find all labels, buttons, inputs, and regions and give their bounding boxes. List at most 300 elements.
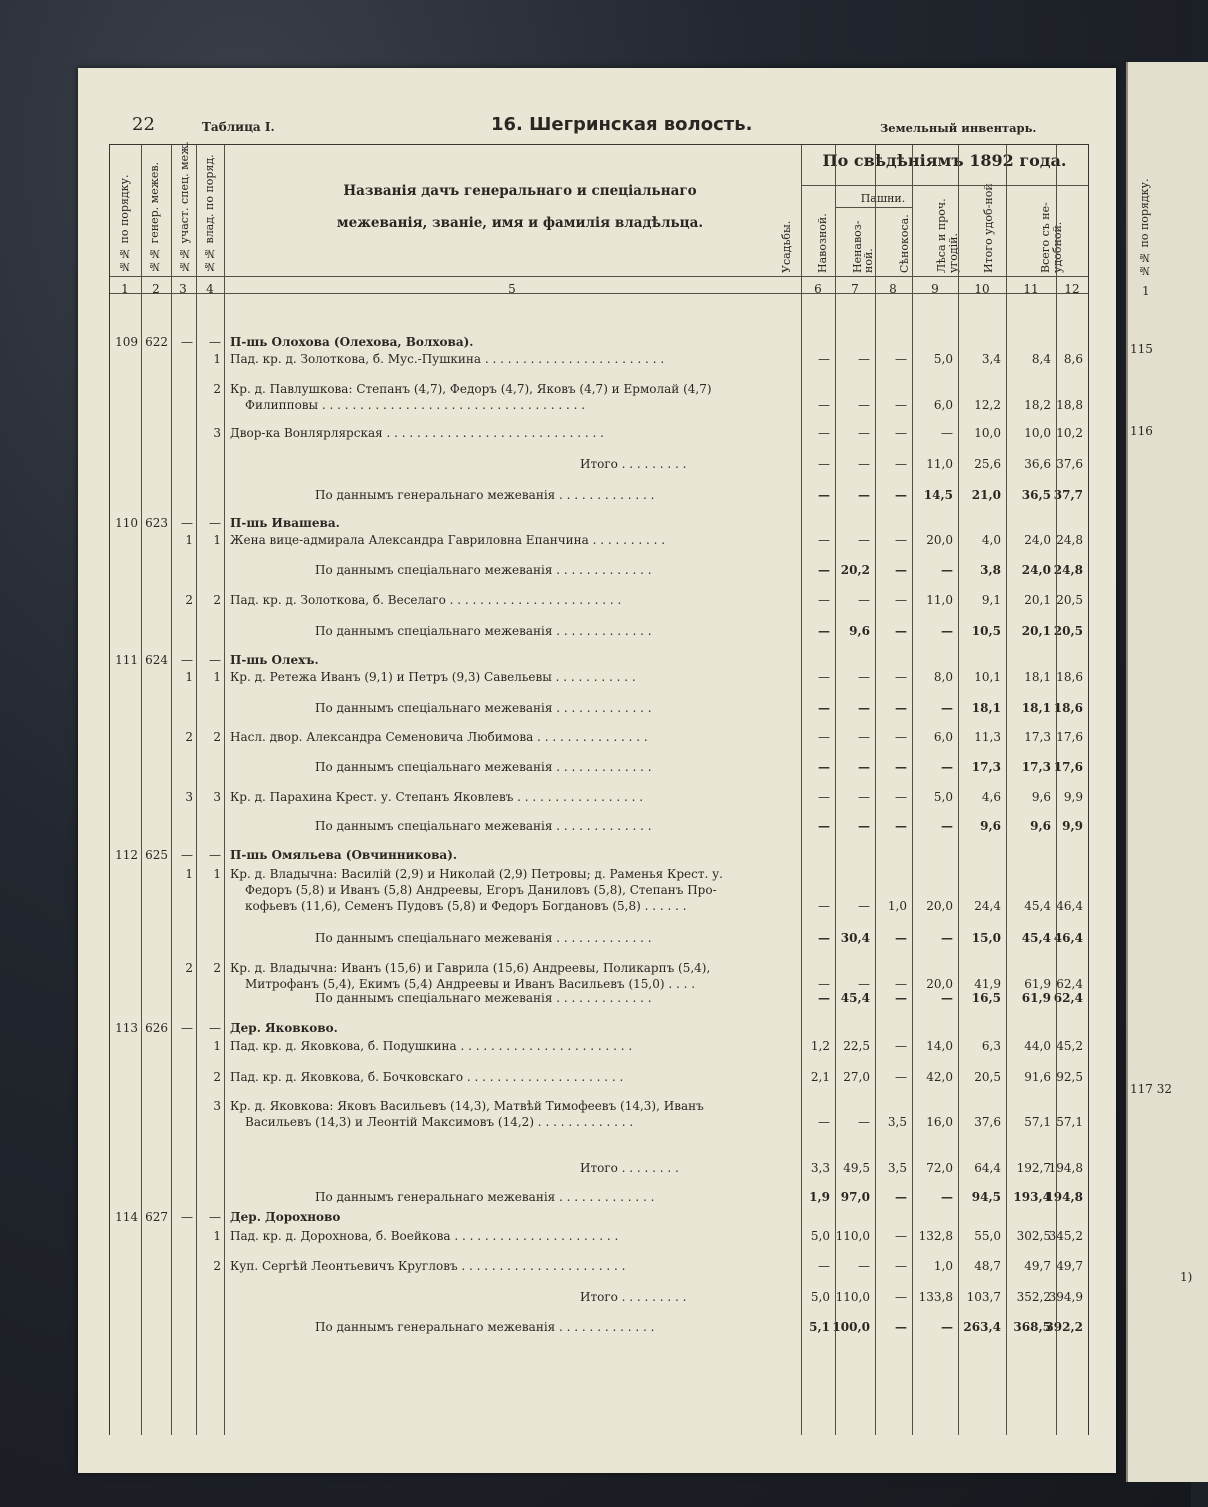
value-cell: 24,8 <box>1056 533 1083 547</box>
value-cell: 10,1 <box>974 670 1001 684</box>
value-cell: 21,0 <box>971 488 1001 502</box>
value-cell: 110,0 <box>835 1290 870 1304</box>
value-cell: — <box>858 977 870 991</box>
row-n1: 112 <box>115 848 138 862</box>
row-rule <box>110 293 1088 294</box>
value-cell: 17,3 <box>1021 760 1051 774</box>
value-cell: — <box>858 426 870 440</box>
value-cell: — <box>858 899 870 913</box>
value-cell: 62,4 <box>1056 977 1083 991</box>
estate-heading: П-шь Ивашева. <box>230 516 340 530</box>
value-cell: 15,0 <box>971 931 1001 945</box>
owner-entry-cont: Васильевъ (14,3) и Леонтій Максимовъ (14,2) . . . . . . . . . . . . . <box>245 1115 634 1129</box>
row-n1: 109 <box>115 335 138 349</box>
value-cell: — <box>818 457 830 471</box>
value-cell: — <box>858 488 870 502</box>
page-header <box>78 114 1116 142</box>
value-cell: — <box>818 426 830 440</box>
value-cell: 12,2 <box>974 398 1001 412</box>
column-number: 12 <box>1064 282 1080 296</box>
col-header-3: №№ участ. спец. меж. <box>178 141 191 273</box>
value-cell: 9,9 <box>1062 819 1083 833</box>
value-cell: 10,2 <box>1056 426 1083 440</box>
row-n4: 2 <box>213 593 221 607</box>
value-cell: 20,5 <box>1056 593 1083 607</box>
value-cell: 394,9 <box>1048 1290 1083 1304</box>
value-cell: — <box>818 533 830 547</box>
column-rule <box>835 145 836 1435</box>
value-cell: 49,5 <box>843 1161 870 1175</box>
value-cell: — <box>895 670 907 684</box>
row-n2: 622 <box>145 335 168 349</box>
row-n4: 2 <box>213 1259 221 1273</box>
value-cell: 2,1 <box>810 1070 830 1084</box>
value-cell: — <box>895 533 907 547</box>
summary-label: Итого . . . . . . . . . <box>580 457 687 471</box>
row-n3: 3 <box>185 790 193 804</box>
owner-entry: Жена вице-адмирала Александра Гавриловна Епанчина . . . . . . . . . . <box>230 533 666 547</box>
value-cell: 5,0 <box>810 1229 830 1243</box>
group-title: По свѣдѣніямъ 1892 года. <box>822 151 1067 170</box>
col-header-12: Всего съ не-удобной. <box>1039 202 1064 273</box>
col-header-6: Усадьбы. <box>780 220 793 273</box>
value-cell: — <box>858 533 870 547</box>
value-cell: — <box>818 819 830 833</box>
value-cell: 9,6 <box>1031 790 1051 804</box>
table-label: Таблица I. <box>202 120 275 134</box>
value-cell: 17,3 <box>971 760 1001 774</box>
col-header-11: Итого удоб-ной <box>982 183 995 273</box>
value-cell: 25,6 <box>974 457 1001 471</box>
row-n4: 2 <box>213 1070 221 1084</box>
next-row: 116 <box>1130 424 1153 438</box>
value-cell: — <box>858 398 870 412</box>
row-n4: 1 <box>213 1229 221 1243</box>
value-cell: 10,0 <box>1024 426 1051 440</box>
value-cell: 14,5 <box>923 488 953 502</box>
column-number: 4 <box>206 282 214 296</box>
value-cell: 9,1 <box>981 593 1001 607</box>
value-cell: — <box>818 563 830 577</box>
value-cell: 62,4 <box>1053 991 1083 1005</box>
value-cell: 110,0 <box>835 1229 870 1243</box>
column-rule <box>801 145 802 1435</box>
column-number: 7 <box>851 282 859 296</box>
value-cell: — <box>895 352 907 366</box>
value-cell: 94,5 <box>971 1190 1001 1204</box>
column-rule <box>958 145 959 1435</box>
summary-label: По даннымъ спеціальнаго межеванія . . . . . . . . . . . . . <box>315 701 652 715</box>
value-cell: — <box>895 1320 907 1334</box>
value-cell: 132,8 <box>918 1229 953 1243</box>
value-cell: — <box>895 457 907 471</box>
col-header-4: №№ влад. по поряд. <box>203 154 216 273</box>
value-cell: 27,0 <box>843 1070 870 1084</box>
column-number: 3 <box>179 282 187 296</box>
value-cell: 45,2 <box>1056 1039 1083 1053</box>
names-title-line1: Названія дачъ генеральнаго и спеціальнаго <box>343 183 697 199</box>
value-cell: — <box>818 899 830 913</box>
value-cell: 194,8 <box>1045 1190 1083 1204</box>
value-cell: — <box>895 1070 907 1084</box>
row-n4: — <box>209 848 221 862</box>
value-cell: 263,4 <box>963 1320 1001 1334</box>
value-cell: 17,3 <box>1024 730 1051 744</box>
value-cell: 72,0 <box>926 1161 953 1175</box>
estate-heading: П-шь Олехъ. <box>230 653 319 667</box>
row-n4: — <box>209 1021 221 1035</box>
value-cell: — <box>895 1259 907 1273</box>
col-header-2: №№ генер. межев. <box>148 161 161 273</box>
next-col-header: №№ по порядку. <box>1138 178 1151 277</box>
value-cell: 55,0 <box>974 1229 1001 1243</box>
column-number: 6 <box>814 282 822 296</box>
col-header-1: №№ по порядку. <box>118 174 131 273</box>
value-cell: — <box>858 819 870 833</box>
value-cell: 4,0 <box>981 533 1001 547</box>
value-cell: — <box>818 991 830 1005</box>
value-cell: 8,0 <box>933 670 953 684</box>
value-cell: 45,4 <box>1024 899 1051 913</box>
pashni-label: Пашни. <box>860 192 906 205</box>
value-cell: 100,0 <box>832 1320 870 1334</box>
value-cell: 3,3 <box>810 1161 830 1175</box>
value-cell: 92,5 <box>1056 1070 1083 1084</box>
row-n1: 113 <box>115 1021 138 1035</box>
value-cell: — <box>941 1190 953 1204</box>
value-cell: 5,1 <box>809 1320 830 1334</box>
row-n3: 2 <box>185 961 193 975</box>
value-cell: — <box>858 457 870 471</box>
row-n4: 3 <box>213 426 221 440</box>
row-n4: 1 <box>213 533 221 547</box>
document-page <box>78 68 1116 1473</box>
names-column-title <box>240 175 800 239</box>
owner-entry: Пад. кр. д. Золоткова, б. Веселаго . . . . . . . . . . . . . . . . . . . . . . . <box>230 593 622 607</box>
value-cell: 18,6 <box>1053 701 1083 715</box>
summary-label: По даннымъ спеціальнаго межеванія . . . . . . . . . . . . . <box>315 931 652 945</box>
value-cell: 37,6 <box>974 1115 1001 1129</box>
value-cell: 9,6 <box>849 624 870 638</box>
value-cell: 14,0 <box>926 1039 953 1053</box>
value-cell: 192,7 <box>1016 1161 1051 1175</box>
column-rule <box>912 145 913 1435</box>
summary-label: Итого . . . . . . . . . <box>580 1290 687 1304</box>
column-number: 11 <box>1023 282 1039 296</box>
value-cell: 9,6 <box>1030 819 1051 833</box>
row-n2: 623 <box>145 516 168 530</box>
value-cell: — <box>818 670 830 684</box>
owner-entry-cont: кофьевъ (11,6), Семенъ Пудовъ (5,8) и Федоръ Богдановъ (5,8) . . . . . . <box>245 899 687 913</box>
value-cell: 18,1 <box>971 701 1001 715</box>
value-cell: 20,0 <box>926 977 953 991</box>
value-cell: — <box>818 1115 830 1129</box>
value-cell: 97,0 <box>840 1190 870 1204</box>
value-cell: 3,8 <box>980 563 1001 577</box>
summary-label: По даннымъ спеціальнаго межеванія . . . . . . . . . . . . . <box>315 563 652 577</box>
value-cell: — <box>895 1039 907 1053</box>
value-cell: 57,1 <box>1056 1115 1083 1129</box>
row-n4: — <box>209 335 221 349</box>
value-cell: 18,6 <box>1056 670 1083 684</box>
row-n3: 2 <box>185 730 193 744</box>
value-cell: 8,6 <box>1063 352 1083 366</box>
owner-entry: Кр. д. Ретежа Иванъ (9,1) и Петръ (9,3) Савельевы . . . . . . . . . . . <box>230 670 636 684</box>
value-cell: 5,0 <box>933 790 953 804</box>
value-cell: 44,0 <box>1024 1039 1051 1053</box>
value-cell: — <box>941 563 953 577</box>
value-cell: 42,0 <box>926 1070 953 1084</box>
summary-label: Итого . . . . . . . . <box>580 1161 679 1175</box>
value-cell: — <box>941 1320 953 1334</box>
value-cell: 3,5 <box>887 1115 907 1129</box>
col-header-8: Ненавоз-ной. <box>851 220 875 273</box>
next-col-number: 1 <box>1142 284 1150 298</box>
value-cell: — <box>818 701 830 715</box>
value-cell: — <box>818 1259 830 1273</box>
row-n3: — <box>181 335 193 349</box>
value-cell: 133,8 <box>918 1290 953 1304</box>
value-cell: — <box>818 488 830 502</box>
value-cell: 20,0 <box>926 533 953 547</box>
value-cell: 18,2 <box>1024 398 1051 412</box>
value-cell: — <box>895 730 907 744</box>
value-cell: — <box>818 790 830 804</box>
value-cell: — <box>818 730 830 744</box>
column-number: 2 <box>152 282 160 296</box>
owner-entry: Кр. д. Владычна: Василій (2,9) и Николай (2,9) Петровы; д. Раменья Крест. у. <box>230 867 723 881</box>
summary-label: По даннымъ спеціальнаго межеванія . . . . . . . . . . . . . <box>315 991 652 1005</box>
value-cell: — <box>895 563 907 577</box>
value-cell: — <box>818 624 830 638</box>
value-cell: 61,9 <box>1021 991 1051 1005</box>
value-cell: 64,4 <box>974 1161 1001 1175</box>
column-number: 5 <box>508 282 516 296</box>
value-cell: — <box>895 760 907 774</box>
owner-entry: Кр. д. Павлушкова: Степанъ (4,7), Федоръ (4,7), Яковъ (4,7) и Ермолай (4,7) <box>230 382 712 396</box>
value-cell: 46,4 <box>1056 899 1083 913</box>
value-cell: — <box>941 624 953 638</box>
section-title: Земельный инвентарь. <box>880 121 1037 135</box>
summary-label: По даннымъ генеральнаго межеванія . . . . . . . . . . . . . <box>315 1320 655 1334</box>
land-table <box>109 141 1089 1435</box>
column-rule <box>1006 145 1007 1435</box>
row-n1: 110 <box>115 516 138 530</box>
value-cell: — <box>895 991 907 1005</box>
value-cell: 22,5 <box>843 1039 870 1053</box>
row-n2: 624 <box>145 653 168 667</box>
column-rule <box>141 145 142 1435</box>
value-cell: 392,2 <box>1045 1320 1083 1334</box>
value-cell: 36,6 <box>1024 457 1051 471</box>
owner-entry: Кр. д. Парахина Крест. у. Степанъ Яковлевъ . . . . . . . . . . . . . . . . . <box>230 790 644 804</box>
value-cell: 352,2 <box>1016 1290 1051 1304</box>
owner-entry: Кр. д. Яковкова: Яковъ Васильевъ (14,3), Матвѣй Тимофеевъ (14,3), Иванъ <box>230 1099 704 1113</box>
row-n4: 3 <box>213 790 221 804</box>
col-header-7: Навозной. <box>816 213 829 273</box>
owner-entry: Куп. Сергѣй Леонтьевичъ Кругловъ . . . . . . . . . . . . . . . . . . . . . . <box>230 1259 626 1273</box>
value-cell: 36,5 <box>1021 488 1051 502</box>
value-cell: 11,0 <box>926 593 953 607</box>
value-cell: 5,0 <box>810 1290 830 1304</box>
value-cell: — <box>818 352 830 366</box>
value-cell: — <box>941 931 953 945</box>
value-cell: — <box>895 1229 907 1243</box>
value-cell: 24,0 <box>1021 563 1051 577</box>
value-cell: 18,1 <box>1021 701 1051 715</box>
next-page-edge <box>1126 62 1208 1482</box>
value-cell: — <box>941 426 953 440</box>
value-cell: 20,5 <box>974 1070 1001 1084</box>
row-n3: 1 <box>185 867 193 881</box>
owner-entry: Кр. д. Владычна: Иванъ (15,6) и Гаврила (15,6) Андреевы, Поликарпъ (5,4), <box>230 961 711 975</box>
row-n4: 1 <box>213 1039 221 1053</box>
row-n4: — <box>209 1210 221 1224</box>
value-cell: 41,9 <box>974 977 1001 991</box>
value-cell: — <box>858 1259 870 1273</box>
volost-title: 16. Шегринская волость. <box>491 114 753 135</box>
value-cell: 103,7 <box>966 1290 1001 1304</box>
value-cell: 16,0 <box>926 1115 953 1129</box>
value-cell: 24,8 <box>1053 563 1083 577</box>
row-n4: 2 <box>213 382 221 396</box>
row-n4: 3 <box>213 1099 221 1113</box>
col-header-10: Лѣса и проч. угодій. <box>935 198 960 273</box>
value-cell: 20,5 <box>1053 624 1083 638</box>
value-cell: — <box>895 624 907 638</box>
row-rule <box>801 185 1088 186</box>
owner-entry-cont: Федоръ (5,8) и Иванъ (5,8) Андреевы, Егоръ Даниловъ (5,8), Степанъ Про- <box>245 883 717 897</box>
row-n2: 625 <box>145 848 168 862</box>
row-n4: 1 <box>213 867 221 881</box>
value-cell: 3,5 <box>887 1161 907 1175</box>
value-cell: — <box>858 1115 870 1129</box>
owner-entry: Двор-ка Вонлярлярская . . . . . . . . . . . . . . . . . . . . . . . . . . . . . <box>230 426 604 440</box>
value-cell: 48,7 <box>974 1259 1001 1273</box>
owner-entry: Пад. кр. д. Яковкова, б. Подушкина . . . . . . . . . . . . . . . . . . . . . . . <box>230 1039 633 1053</box>
summary-label: По даннымъ генеральнаго межеванія . . . . . . . . . . . . . <box>315 1190 655 1204</box>
owner-entry: Пад. кр. д. Золоткова, б. Мус.-Пушкина . . . . . . . . . . . . . . . . . . . . . . . . <box>230 352 665 366</box>
column-number: 9 <box>931 282 939 296</box>
value-cell: 6,0 <box>933 398 953 412</box>
value-cell: — <box>895 488 907 502</box>
value-cell: 61,9 <box>1024 977 1051 991</box>
value-cell: — <box>941 701 953 715</box>
summary-label: По даннымъ спеціальнаго межеванія . . . . . . . . . . . . . <box>315 819 652 833</box>
value-cell: — <box>858 593 870 607</box>
value-cell: — <box>941 760 953 774</box>
value-cell: — <box>858 352 870 366</box>
value-cell: — <box>818 760 830 774</box>
value-cell: 37,6 <box>1056 457 1083 471</box>
value-cell: — <box>895 426 907 440</box>
value-cell: — <box>858 760 870 774</box>
value-cell: 8,4 <box>1031 352 1051 366</box>
value-cell: 49,7 <box>1024 1259 1051 1273</box>
value-cell: 18,1 <box>1024 670 1051 684</box>
value-cell: 16,5 <box>971 991 1001 1005</box>
row-n2: 627 <box>145 1210 168 1224</box>
owner-entry-cont: Митрофанъ (5,4), Екимъ (5,4) Андреевы и Иванъ Васильевъ (15,0) . . . . <box>245 977 696 991</box>
value-cell: — <box>818 977 830 991</box>
value-cell: — <box>895 819 907 833</box>
value-cell: 20,0 <box>926 899 953 913</box>
owner-entry: Насл. двор. Александра Семеновича Любимова . . . . . . . . . . . . . . . <box>230 730 648 744</box>
estate-heading: Дер. Яковково. <box>230 1021 338 1035</box>
row-n3: 1 <box>185 670 193 684</box>
row-n4: 1 <box>213 670 221 684</box>
next-footnote: 1) <box>1180 1270 1193 1284</box>
value-cell: — <box>941 991 953 1005</box>
value-cell: 45,4 <box>1021 931 1051 945</box>
value-cell: 9,9 <box>1063 790 1083 804</box>
value-cell: 1,0 <box>887 899 907 913</box>
value-cell: 20,1 <box>1021 624 1051 638</box>
row-n4: 2 <box>213 730 221 744</box>
names-title-line2: межеванія, званіе, имя и фамилія владѣльца. <box>336 215 704 231</box>
value-cell: — <box>858 701 870 715</box>
row-n4: 2 <box>213 961 221 975</box>
summary-label: По даннымъ генеральнаго межеванія . . . . . . . . . . . . . <box>315 488 655 502</box>
row-n3: — <box>181 848 193 862</box>
value-cell: 17,6 <box>1053 760 1083 774</box>
value-cell: 20,1 <box>1024 593 1051 607</box>
row-n3: — <box>181 516 193 530</box>
summary-label: По даннымъ спеціальнаго межеванія . . . . . . . . . . . . . <box>315 624 652 638</box>
estate-heading: Дер. Дорохново <box>230 1210 341 1224</box>
value-cell: 345,2 <box>1048 1229 1083 1243</box>
next-row: 117 32 <box>1130 1082 1172 1096</box>
value-cell: — <box>858 730 870 744</box>
value-cell: 193,4 <box>1013 1190 1051 1204</box>
value-cell: 6,3 <box>981 1039 1001 1053</box>
value-cell: 24,0 <box>1024 533 1051 547</box>
value-cell: 45,4 <box>840 991 870 1005</box>
next-row: 115 <box>1130 342 1153 356</box>
value-cell: 49,7 <box>1056 1259 1083 1273</box>
value-cell: 20,2 <box>840 563 870 577</box>
value-cell: 30,4 <box>840 931 870 945</box>
owner-entry: Пад. кр. д. Дорохнова, б. Воейкова . . . . . . . . . . . . . . . . . . . . . . <box>230 1229 619 1243</box>
row-n3: — <box>181 1210 193 1224</box>
row-n4: — <box>209 516 221 530</box>
value-cell: 10,0 <box>974 426 1001 440</box>
value-cell: 11,0 <box>926 457 953 471</box>
value-cell: 194,8 <box>1048 1161 1083 1175</box>
estate-heading: П-шь Омяльева (Овчинникова). <box>230 848 458 862</box>
value-cell: — <box>895 931 907 945</box>
row-n4: 1 <box>213 352 221 366</box>
value-cell: — <box>858 790 870 804</box>
value-cell: 57,1 <box>1024 1115 1051 1129</box>
summary-label: По даннымъ спеціальнаго межеванія . . . . . . . . . . . . . <box>315 760 652 774</box>
value-cell: 1,2 <box>810 1039 830 1053</box>
row-rule <box>110 276 1088 277</box>
value-cell: 11,3 <box>974 730 1001 744</box>
row-n3: — <box>181 653 193 667</box>
value-cell: 5,0 <box>933 352 953 366</box>
value-cell: — <box>895 1290 907 1304</box>
value-cell: — <box>858 670 870 684</box>
value-cell: 1,0 <box>933 1259 953 1273</box>
value-cell: — <box>895 790 907 804</box>
owner-entry-cont: Филипповы . . . . . . . . . . . . . . . . . . . . . . . . . . . . . . . . . . . <box>245 398 586 412</box>
value-cell: — <box>895 701 907 715</box>
value-cell: — <box>941 819 953 833</box>
value-cell: 46,4 <box>1053 931 1083 945</box>
value-cell: 10,5 <box>971 624 1001 638</box>
row-n3: 2 <box>185 593 193 607</box>
